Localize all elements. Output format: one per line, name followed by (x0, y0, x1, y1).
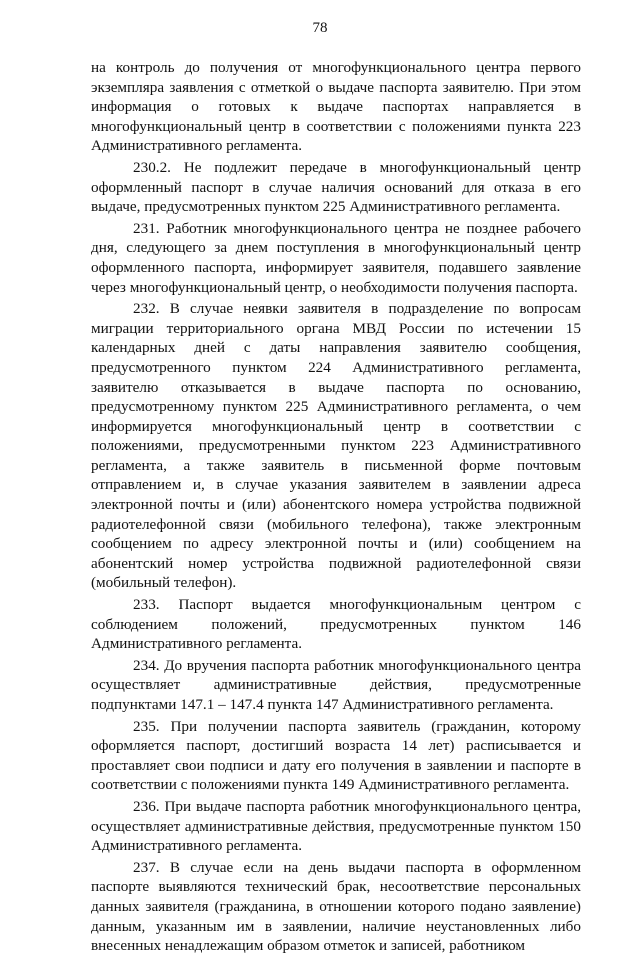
paragraph-continuation: на контроль до получения от многофункционального центра первого экземпляра заявления с отметкой о выдаче паспорта заявителю. При этом информация о готовых к выдаче паспортах направляется в многофункциональный центр в соответствии с положениями пункта 223 Административного регламента. (91, 59, 581, 155)
paragraph-237: 237. В случае если на день выдачи паспорта в оформленном паспорте выявляются технический брак, несоответствие персональных данных заявителя (гражданина, в отношении которого подано заявление) данным, указанным им в заявлении, наличие неустановленных либо внесенных ненадлежащим образом отметок и записей, работником (91, 858, 581, 955)
paragraph-235: 235. При получении паспорта заявитель (гражданин, которому оформляется паспорт, достигший возраста 14 лет) расписывается и проставляет свои подписи и дату его получения в заявлении и паспорте в соответствии с положениями пункта 149 Административного регламента. (91, 717, 581, 794)
paragraph-230-2: 230.2. Не подлежит передаче в многофункциональный центр оформленный паспорт в случае наличия оснований для отказа в его выдаче, предусмотренных пунктом 225 Административного регламента. (91, 158, 581, 216)
paragraph-236: 236. При выдаче паспорта работник многофункционального центра, осуществляет административные действия, предусмотренные пунктом 150 Административного регламента. (91, 797, 581, 855)
paragraph-234: 234. До вручения паспорта работник многофункционального центра осуществляет административные действия, предусмотренные подпунктами 147.1 – 147.4 пункта 147 Административного регламента. (91, 656, 581, 713)
paragraph-232: 232. В случае неявки заявителя в подразделение по вопросам миграции территориального органа МВД России по истечении 15 календарных дней с даты направления заявителю сообщения, предусмотренного пунктом 224 Административного регламента, заявителю отказывается в выдаче паспорта по основанию, предусмотренному пунктом 225 Административного регламента, о чем информируется многофункциональный центр в соответствии с положениями, предусмотренными пунктом 223 Административного регламента, а также заявитель в письменной форме почтовым отправлением и, в случае указания заявителем в заявлении адреса электронной почты и (или) абонентского номера устройства подвижной радиотелефонной связи (мобильного телефона), также электронным сообщением по адресу электронной почты и (или) сообщением на абонентский номер устройства подвижной радиотелефонной связи (мобильный телефон). (91, 300, 581, 592)
page-number: 78 (312, 20, 328, 36)
document-body (91, 58, 581, 958)
paragraph-233: 233. Паспорт выдается многофункциональным центром с соблюдением положений, предусмотренных пунктом 146 Административного регламента. (91, 596, 581, 653)
paragraph-231: 231. Работник многофункционального центра не позднее рабочего дня, следующего за днем поступления в многофункциональный центр оформленного паспорта, информирует заявителя, подавшего заявление через многофункциональный центр, о необходимости получения паспорта. (91, 219, 581, 296)
